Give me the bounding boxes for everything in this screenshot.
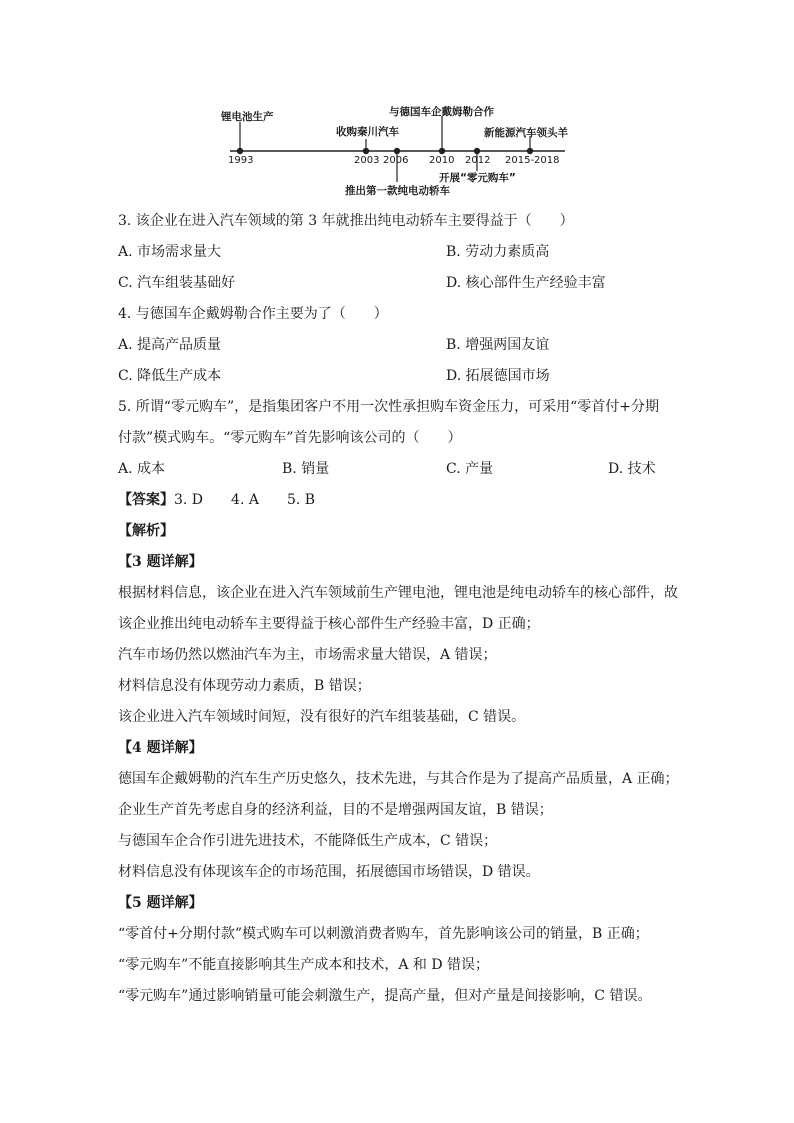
event-1993-label: 锂电池生产	[221, 111, 274, 123]
q3-analysis-line: 汽车市场仍然以燃油汽车为主，市场需求量大错误，A 错误；	[118, 647, 497, 663]
question-5-options-row	[118, 454, 678, 485]
dot-1993	[237, 148, 243, 154]
question-4-options-row-2	[118, 361, 678, 392]
question-content	[118, 206, 678, 1012]
event-2015-label: 新能源汽车领头羊	[484, 127, 568, 139]
question-5-option-c: C. 产量	[446, 461, 494, 477]
event-2012-label: 开展“零元购车”	[439, 172, 516, 184]
q5-analysis-heading: 【5 题详解】	[118, 895, 203, 911]
year-2012: 2012	[465, 155, 491, 166]
timeline-svg	[0, 0, 794, 200]
dot-2015	[527, 148, 533, 154]
question-4-option-c: C. 降低生产成本	[118, 368, 222, 384]
q4-analysis-line: 德国车企戴姆勒的汽车生产历史悠久，技术先进，与其合作是为了提高产品质量，A 正确；	[118, 771, 679, 787]
dot-2010	[439, 148, 445, 154]
q4-analysis-line: 企业生产首先考虑自身的经济利益，目的不是增强两国友谊，B 错误；	[118, 802, 553, 818]
q3-analysis-line: 根据材料信息，该企业在进入汽车领域前生产锂电池，锂电池是纯电动轿车的核心部件，故	[118, 585, 678, 601]
answer-label: 【答案】	[118, 492, 174, 508]
q5-analysis-line: “零首付+分期付款”模式购车可以刺激消费者购车，首先影响该公司的销量，B 正确；	[118, 926, 649, 942]
year-1993: 1993	[228, 155, 254, 166]
question-3-option-d: D. 核心部件生产经验丰富	[446, 275, 606, 291]
dot-2006	[394, 148, 400, 154]
answer-line	[118, 485, 678, 516]
question-3-option-b: B. 劳动力素质高	[446, 244, 550, 260]
q3-analysis-line: 该企业推出纯电动轿车主要得益于核心部件生产经验丰富，D 正确；	[118, 616, 540, 632]
answer-text: 3. D 4. A 5. B	[174, 492, 316, 508]
question-4-stem: 4. 与德国车企戴姆勒合作主要为了（ ）	[118, 306, 388, 322]
q4-analysis-heading: 【4 题详解】	[118, 740, 203, 756]
event-2010-label: 与德国车企戴姆勒合作	[389, 106, 494, 118]
question-5-option-d: D. 技术	[608, 461, 656, 477]
year-2010: 2010	[429, 155, 455, 166]
q5-analysis-line: “零元购车”通过影响销量可能会刺激生产，提高产量，但对产量是间接影响，C 错误。	[118, 988, 652, 1004]
q4-analysis-line: 材料信息没有体现该车企的市场范围，拓展德国市场错误，D 错误。	[118, 864, 540, 880]
dot-2003	[363, 148, 369, 154]
question-4-options-row-1	[118, 330, 678, 361]
year-2015-2018: 2015-2018	[505, 155, 560, 166]
question-5-stem-line-1: 5. 所谓“零元购车”，是指集团客户不用一次性承担购车资金压力，可采用“零首付+分期	[118, 399, 660, 415]
event-2003-label: 收购秦川汽车	[336, 126, 399, 138]
question-3-options-row-1	[118, 237, 678, 268]
year-2003: 2003	[354, 155, 380, 166]
question-3-option-a: A. 市场需求量大	[118, 244, 222, 260]
question-4-option-d: D. 拓展德国市场	[446, 368, 550, 384]
q3-analysis-line: 该企业进入汽车领域时间短，没有很好的汽车组装基础，C 错误。	[118, 709, 526, 725]
q4-analysis-line: 与德国车企合作引进先进技术，不能降低生产成本，C 错误；	[118, 833, 498, 849]
q3-analysis-line: 材料信息没有体现劳动力素质，B 错误；	[118, 678, 371, 694]
question-4-option-a: A. 提高产品质量	[118, 337, 222, 353]
q3-analysis-heading: 【3 题详解】	[118, 554, 203, 570]
dot-2012	[474, 148, 480, 154]
question-3-options-row-2	[118, 268, 678, 299]
analysis-heading: 【解析】	[118, 523, 174, 539]
question-5-option-a: A. 成本	[118, 461, 166, 477]
question-3-stem: 3. 该企业在进入汽车领域的第 3 年就推出纯电动轿车主要得益于（ ）	[118, 213, 574, 229]
question-4-option-b: B. 增强两国友谊	[446, 337, 550, 353]
year-2006: 2006	[383, 155, 409, 166]
timeline-figure	[0, 0, 794, 200]
question-5-option-b: B. 销量	[282, 461, 330, 477]
question-5-stem-line-2: 付款”模式购车。“零元购车”首先影响该公司的（ ）	[118, 430, 462, 446]
question-3-option-c: C. 汽车组装基础好	[118, 275, 236, 291]
event-2006-label: 推出第一款纯电动轿车	[345, 185, 450, 197]
q5-analysis-line: “零元购车”不能直接影响其生产成本和技术，A 和 D 错误；	[118, 957, 489, 973]
